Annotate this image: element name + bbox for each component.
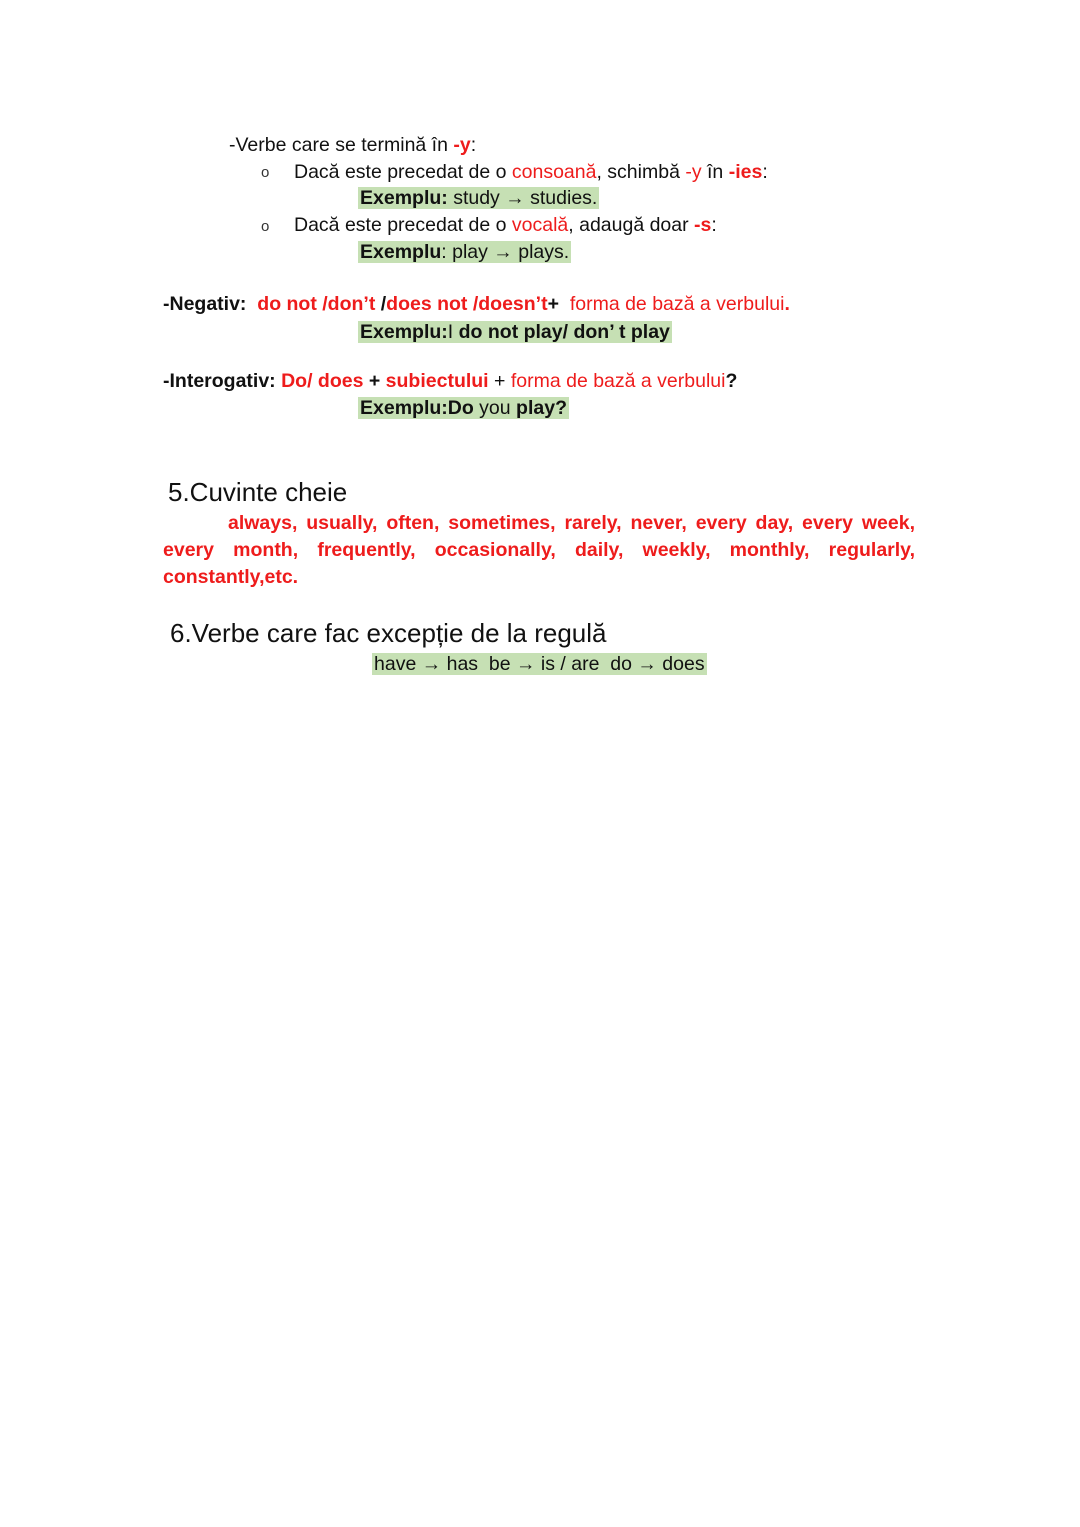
negativ-label: -Negativ: — [163, 293, 247, 315]
rule-vowel — [294, 213, 717, 237]
rule-text: în — [701, 161, 729, 183]
keywords-heading: 5.Cuvinte cheie — [168, 477, 348, 507]
negativ-slash: / — [380, 293, 387, 315]
interogativ-label: -Interogativ: — [163, 370, 276, 392]
example-label: Exemplu: — [360, 321, 448, 343]
rule-text: Dacă este precedat de o — [294, 214, 512, 236]
rule-text: , adaugă doar — [568, 214, 695, 236]
rule-suffix: -s — [694, 214, 712, 236]
exceptions-heading: 6.Verbe care fac excepție de la regulă — [170, 618, 607, 648]
rule-highlight: vocală — [511, 214, 569, 236]
negativ-rule — [163, 292, 790, 316]
interogativ-subject: subiectului — [385, 370, 489, 392]
bullet-marker: o — [261, 164, 270, 181]
example-text: : play → plays. — [441, 241, 570, 263]
example-text: you — [473, 397, 517, 419]
example-consonant — [358, 186, 599, 210]
example-highlight — [358, 241, 571, 263]
title-colon: : — [470, 134, 477, 156]
interogativ-rule — [163, 369, 737, 393]
keywords-text: always, usually, often, sometimes, rarely, never, every day, every week, every month, frequently, occasionally, daily, weekly, monthly, regularly, constantly,etc. — [163, 512, 915, 588]
negativ-form: does not /doesn’t — [386, 293, 548, 315]
rule-suffix: -y — [685, 161, 702, 183]
example-text: play? — [516, 397, 567, 419]
bullet-marker: o — [261, 218, 270, 235]
interogativ-aux: Do/ does — [281, 370, 364, 392]
rule-text: : — [762, 161, 768, 183]
rule-suffix: -ies — [728, 161, 763, 183]
rule-text: : — [711, 214, 717, 236]
interogativ-example — [358, 396, 569, 420]
example-highlight — [358, 187, 599, 209]
rule-text: , schimbă — [596, 161, 686, 183]
example-text: study → studies. — [447, 187, 598, 209]
negativ-period: . — [784, 293, 790, 315]
title-suffix: -y — [453, 134, 471, 156]
rule-text: Dacă este precedat de o — [294, 161, 512, 183]
example-text: I — [447, 321, 459, 343]
negativ-base-form: forma de bază a verbului — [569, 293, 785, 315]
example-vowel — [358, 240, 571, 264]
example-label: Exemplu:Do — [360, 397, 474, 419]
interogativ-plus: + — [363, 370, 386, 392]
example-label: Exemplu: — [360, 187, 448, 209]
section-y-title — [229, 133, 476, 157]
example-highlight — [358, 397, 569, 419]
negativ-form: do not /don’t — [257, 293, 381, 315]
interogativ-base-form: forma de bază a verbului — [510, 370, 726, 392]
exceptions-text: have → has be → is / are do → does — [374, 653, 705, 675]
negativ-plus: + — [547, 293, 559, 315]
rule-highlight: consoană — [511, 161, 597, 183]
exceptions-example — [372, 652, 707, 676]
example-highlight — [358, 321, 672, 343]
interogativ-plus: + — [488, 370, 511, 392]
rule-consonant — [294, 160, 768, 184]
title-text: -Verbe care se termină în — [229, 134, 454, 156]
interogativ-question-mark: ? — [725, 370, 738, 392]
negativ-example — [358, 320, 672, 344]
example-label: Exemplu — [360, 241, 442, 263]
example-text: do not play/ don’ t play — [458, 321, 670, 343]
